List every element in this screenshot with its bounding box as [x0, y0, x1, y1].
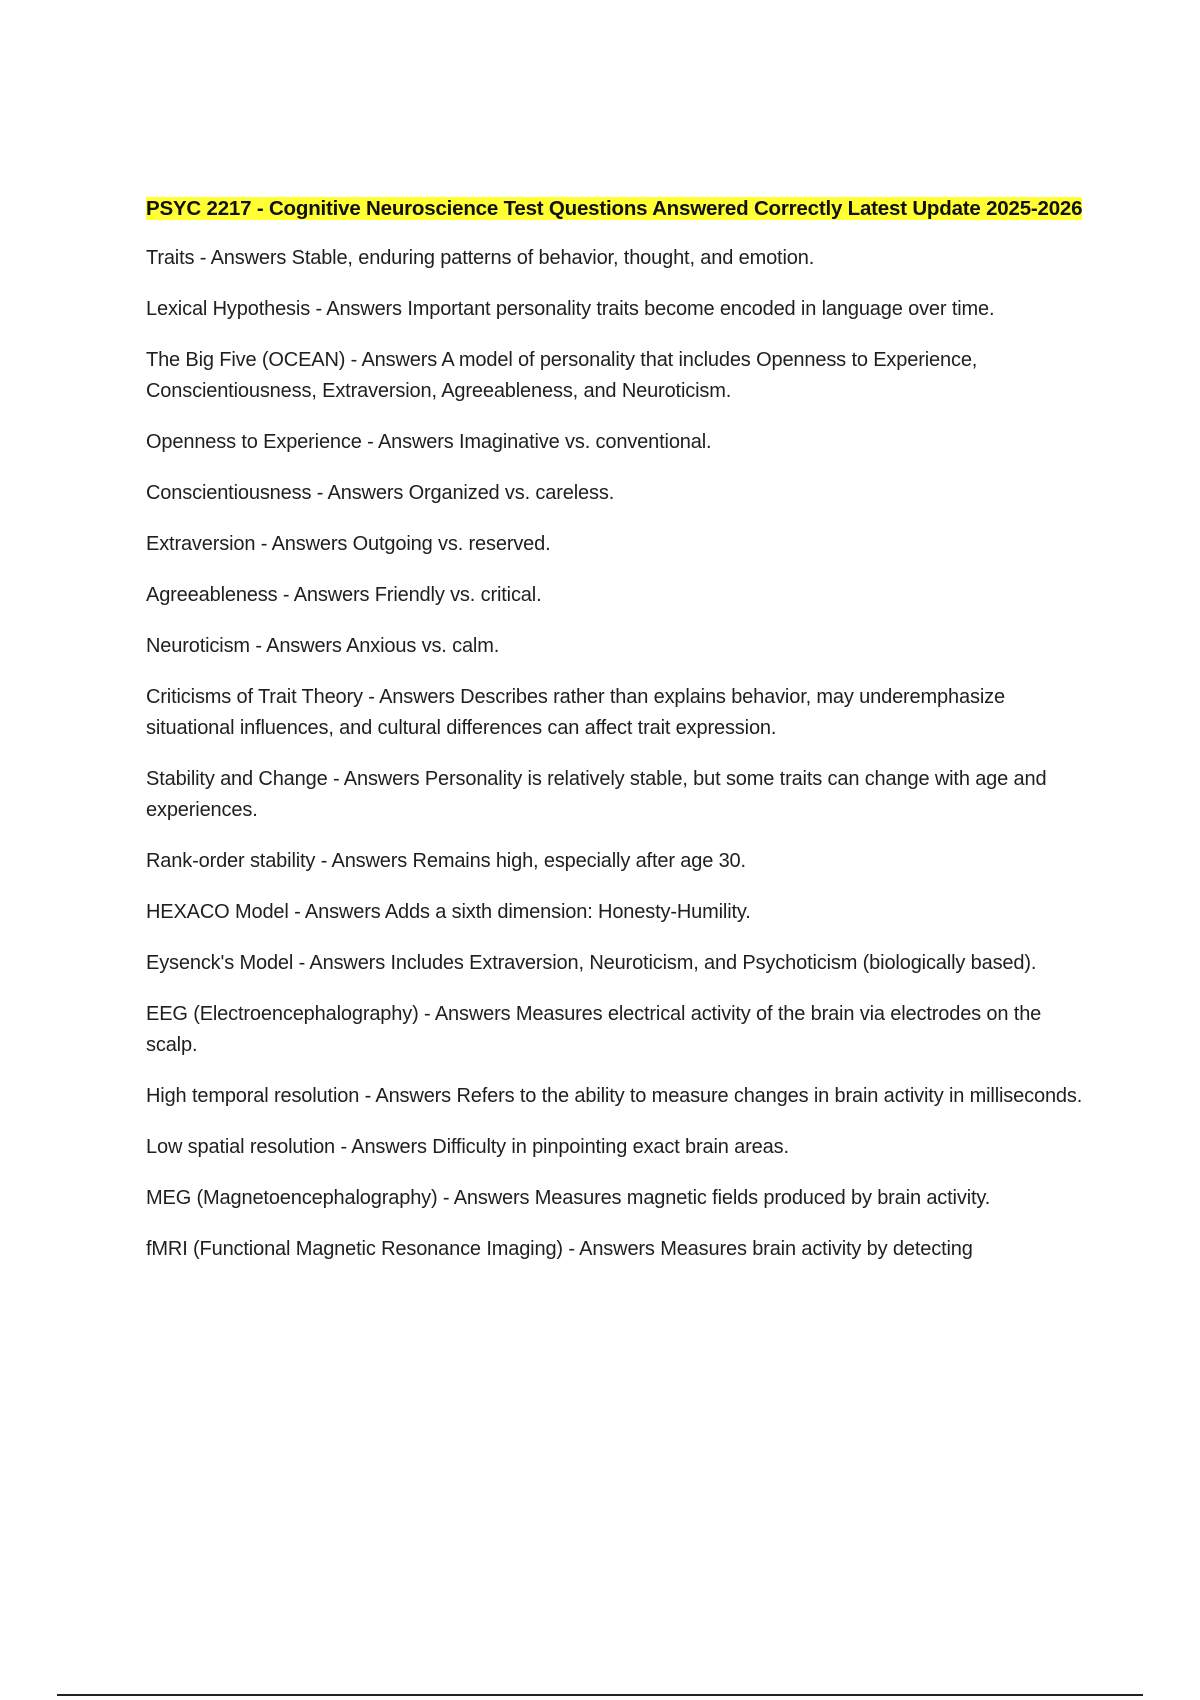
entry-high-temporal-resolution: High temporal resolution - Answers Refers to the ability to measure changes in brain activity in milliseconds. — [146, 1085, 1083, 1107]
entry-criticisms-trait-theory: Criticisms of Trait Theory - Answers Describes rather than explains behavior, may underemphasize situational influences, and cultural differences can affect trait expression. — [146, 686, 1005, 739]
entry-big-five: The Big Five (OCEAN) - Answers A model of personality that includes Openness to Experience, Conscientiousness, Extraversion, Agreeableness, and Neuroticism. — [146, 349, 978, 402]
entry-openness: Openness to Experience - Answers Imaginative vs. conventional. — [146, 431, 712, 453]
entry-fmri: fMRI (Functional Magnetic Resonance Imaging) - Answers Measures brain activity by detecting — [146, 1238, 973, 1260]
entry-agreeableness: Agreeableness - Answers Friendly vs. critical. — [146, 584, 542, 606]
document-title: PSYC 2217 - Cognitive Neuroscience Test Questions Answered Correctly Latest Update 2025-2026 — [146, 197, 1083, 220]
page-bottom-rule — [57, 1694, 1143, 1696]
entry-extraversion: Extraversion - Answers Outgoing vs. reserved. — [146, 533, 551, 555]
document-body — [146, 193, 1086, 1285]
entry-eeg: EEG (Electroencephalography) - Answers Measures electrical activity of the brain via electrodes on the scalp. — [146, 1003, 1042, 1056]
entry-meg: MEG (Magnetoencephalography) - Answers Measures magnetic fields produced by brain activity. — [146, 1187, 991, 1209]
entry-traits: Traits - Answers Stable, enduring patterns of behavior, thought, and emotion. — [146, 247, 815, 269]
entry-conscientiousness: Conscientiousness - Answers Organized vs. careless. — [146, 482, 615, 504]
entry-hexaco-model: HEXACO Model - Answers Adds a sixth dimension: Honesty-Humility. — [146, 901, 751, 923]
entry-neuroticism: Neuroticism - Answers Anxious vs. calm. — [146, 635, 500, 657]
entry-rank-order-stability: Rank-order stability - Answers Remains high, especially after age 30. — [146, 850, 746, 872]
title-wrapper — [146, 193, 1086, 226]
entry-lexical-hypothesis: Lexical Hypothesis - Answers Important personality traits become encoded in language over time. — [146, 298, 995, 320]
entry-eysenck-model: Eysenck's Model - Answers Includes Extraversion, Neuroticism, and Psychoticism (biologically based). — [146, 952, 1037, 974]
entry-stability-change: Stability and Change - Answers Personality is relatively stable, but some traits can change with age and experiences. — [146, 768, 1047, 821]
entry-low-spatial-resolution: Low spatial resolution - Answers Difficulty in pinpointing exact brain areas. — [146, 1136, 789, 1158]
